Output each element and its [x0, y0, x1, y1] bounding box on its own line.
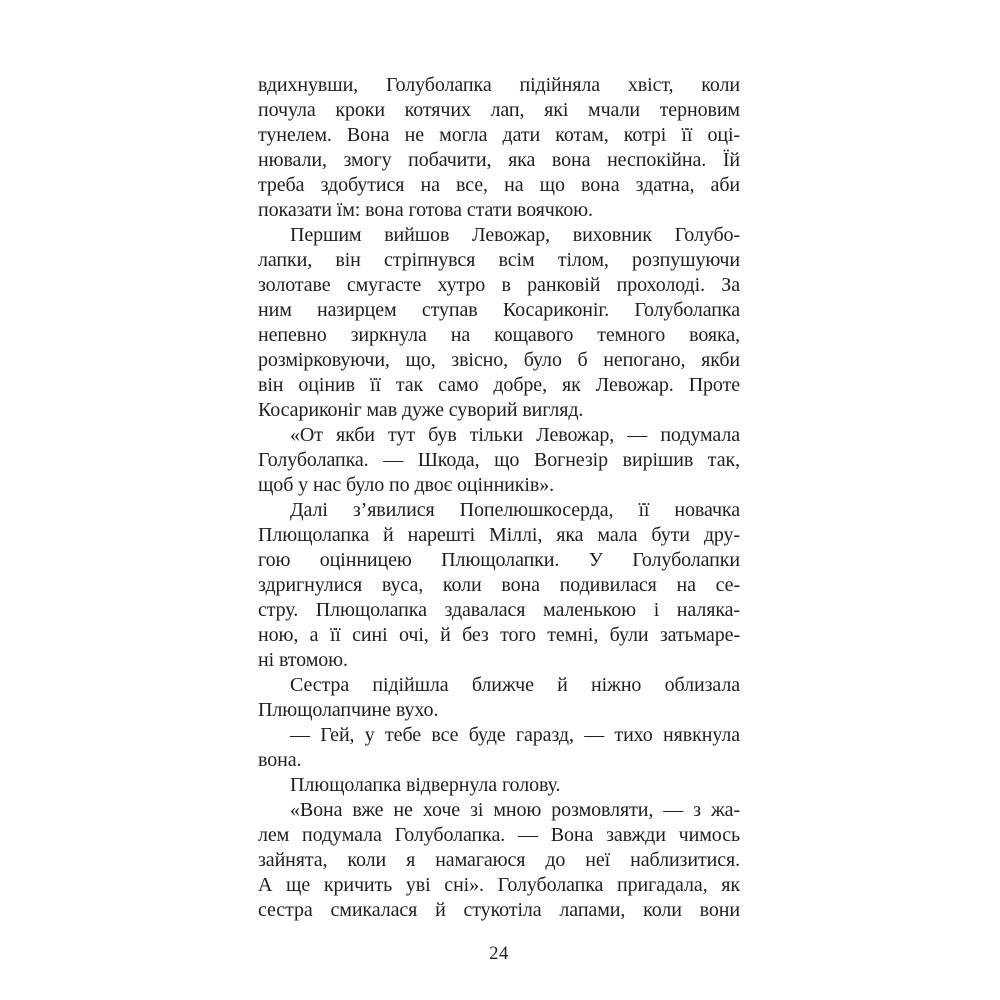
paragraph: [258, 73, 740, 223]
text-line: ною, а її сині очі, й без того темні, були затьмаре-: [258, 624, 740, 646]
text-line: Плющолапка відвернула голову.: [290, 774, 561, 796]
text-line: лапки, він стріпнувся всім тілом, розпушуючи: [258, 249, 740, 271]
text-line: показати їм: вона готова стати воячкою.: [258, 199, 593, 221]
text-line: зайнята, коли я намагаюся до неї наблизитися.: [258, 849, 740, 871]
text-line: тунелем. Вона не могла дати котам, котрі її оці-: [258, 124, 740, 146]
text-line: Першим вийшов Левожар, виховник Голубо-: [290, 224, 740, 246]
text-line: почула кроки котячих лап, які мчали терновим: [258, 99, 740, 121]
text-line: ним назирцем ступав Косариконіг. Голуболапка: [258, 299, 740, 321]
paragraph: [258, 498, 740, 673]
text-line: лем подумала Голуболапка. — Вона завжди чимось: [258, 824, 740, 846]
text-line: сестра смикалася й стукотіла лапами, коли вони: [258, 899, 740, 921]
text-line: щоб у нас було по двоє оцінників».: [258, 474, 555, 496]
text-line: ні втомою.: [258, 649, 348, 671]
paragraph: [258, 723, 740, 773]
paragraph: [258, 423, 740, 498]
text-line: вдихнувши, Голуболапка підійняла хвіст, коли: [258, 74, 740, 96]
text-line: Сестра підійшла ближче й ніжно облизала: [290, 674, 740, 696]
text-line: він оцінив її так само добре, як Левожар. Проте: [258, 374, 740, 396]
page-number: 24: [489, 944, 509, 964]
paragraph: [258, 673, 740, 723]
text-line: «Вона вже не хоче зі мною розмовляти, — з жа-: [290, 799, 740, 821]
paragraph: [258, 798, 740, 923]
text-line: здригнулися вуса, коли вона подивилася на се-: [258, 574, 740, 596]
text-line: «От якби тут був тільки Левожар, — подумала: [290, 424, 740, 446]
text-line: золотаве смугасте хутро в ранковій прохолоді. За: [258, 274, 740, 296]
text-line: стру. Плющолапка здавалася маленькою і наляка-: [258, 599, 740, 621]
text-line: Плющолапчине вухо.: [258, 699, 439, 721]
text-block: [258, 73, 740, 965]
paragraph: [258, 773, 740, 798]
text-line: Косариконіг мав дуже суворий вигляд.: [258, 399, 584, 421]
text-line: А ще кричить уві сні». Голуболапка пригадала, як: [258, 874, 740, 896]
text-line: треба здобутися на все, на що вона здатна, аби: [258, 174, 740, 196]
paragraph: [258, 223, 740, 423]
text-line: розмірковуючи, що, звісно, було б непогано, якби: [258, 349, 740, 371]
text-line: Плющолапка й нарешті Міллі, яка мала бути дру-: [258, 524, 740, 546]
text-line: гою оцінницею Плющолапки. У Голуболапки: [258, 549, 740, 571]
text-line: нювали, змогу побачити, яка вона неспокійна. Їй: [258, 149, 740, 171]
text-line: вона.: [258, 749, 302, 771]
text-line: Далі з’явилися Попелюшкосерда, її новачка: [290, 499, 740, 521]
text-line: Голуболапка. — Шкода, що Вогнезір вирішив так,: [258, 449, 740, 471]
text-line: — Гей, у тебе все буде гаразд, — тихо нявкнула: [290, 724, 740, 746]
text-line: непевно зиркнула на кощавого темного вояка,: [258, 324, 740, 346]
